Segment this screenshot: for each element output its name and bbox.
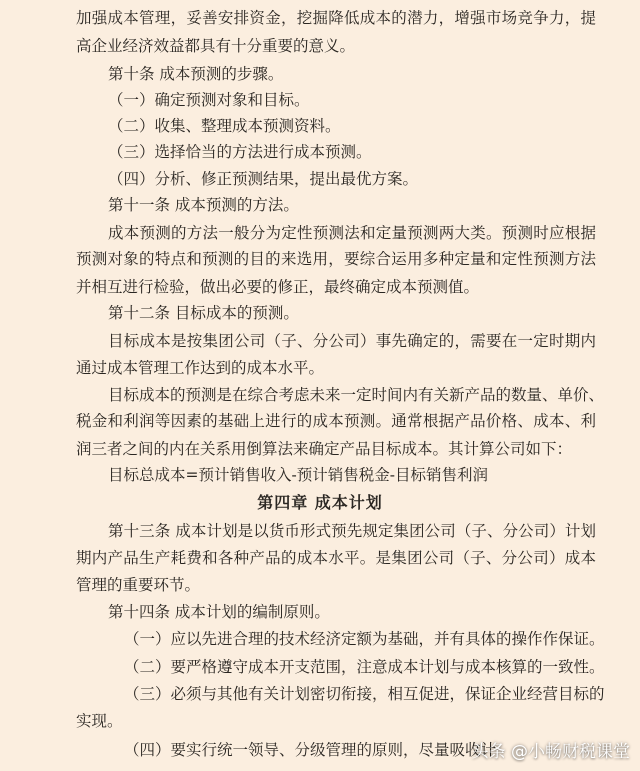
text-line: 目标成本的预测是在综合考虑未来一定时间内有关新产品的数量、单价、 [108, 386, 605, 404]
text-line: 管理的重要环节。 [76, 576, 201, 594]
text-line: 通过成本管理工作达到的成本水平。 [76, 359, 325, 377]
text-line: 预测对象的特点和预测的目的来选用，要综合运用多种定量和定性预测方法 [76, 250, 596, 268]
text-line: 成本预测的方法一般分为定性预测法和定量预测两大类。预测时应根据 [108, 224, 596, 242]
article-heading: 第十三条 成本计划是以货币形式预先规定集团公司（子、分公司）计划 [108, 522, 596, 540]
list-item: （一）应以先进合理的技术经济定额为基础，并有具体的操作作保证。 [124, 630, 605, 648]
list-item: （三）选择恰当的方法进行成本预测。 [108, 143, 372, 161]
list-item: （四）要实行统一领导、分级管理的原则，尽量吸收计 [124, 741, 497, 759]
text-line: 高企业经济效益都具有十分重要的意义。 [76, 37, 356, 55]
article-heading: 第十四条 成本计划的编制原则。 [108, 603, 330, 621]
text-line: 税金和利润等因素的基础上进行的成本预测。通常根据产品价格、成本、利 [76, 412, 596, 430]
list-item: （一）确定预测对象和目标。 [108, 91, 310, 109]
watermark-label: 头条 @小畅财税课堂 [471, 742, 630, 762]
text-line: 并相互进行检验，做出必要的修正，最终确定成本预测值。 [76, 278, 480, 296]
list-item: （二）收集、整理成本预测资料。 [108, 117, 341, 135]
article-heading: 第十二条 目标成本的预测。 [108, 304, 299, 322]
formula-line: 目标总成本=预计销售收入-预计销售税金-目标销售利润 [108, 466, 488, 484]
text-line: 润三者之间的内在关系用倒算法来确定产品目标成本。其计算公司如下： [76, 440, 573, 458]
chapter-title: 第四章 成本计划 [257, 493, 383, 512]
article-heading: 第十条 成本预测的步骤。 [108, 65, 284, 83]
list-item: （二）要严格遵守成本开支范围，注意成本计划与成本核算的一致性。 [124, 658, 605, 676]
text-line: 目标成本是按集团公司（子、分公司）事先确定的，需要在一定时期内 [108, 332, 596, 350]
text-line: 加强成本管理，妥善安排资金，挖掘降低成本的潜力，增强市场竞争力，提 [76, 9, 596, 27]
list-item: （三）必须与其他有关计划密切衔接，相互促进，保证企业经营目标的 [124, 685, 605, 703]
article-heading: 第十一条 成本预测的方法。 [108, 196, 299, 214]
text-line: 实现。 [76, 712, 123, 730]
text-line: 期内产品生产耗费和各种产品的成本水平。是集团公司（子、分公司）成本 [76, 549, 596, 567]
list-item: （四）分析、修正预测结果，提出最优方案。 [108, 170, 419, 188]
